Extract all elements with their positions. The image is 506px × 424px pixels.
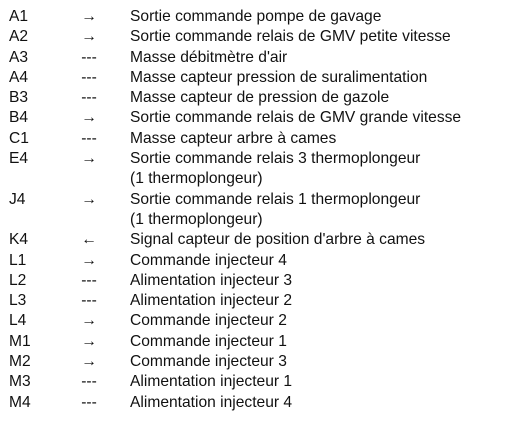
pin-row <box>0 68 506 88</box>
pin-description: Sortie commande relais de GMV petite vitesse <box>130 28 451 46</box>
pin-description: Masse capteur pression de suralimentation <box>130 68 428 86</box>
pin-description: Commande injecteur 3 <box>130 353 287 371</box>
direction-indicator: → <box>81 190 97 208</box>
direction-indicator: --- <box>81 271 97 289</box>
pin-row <box>0 393 506 413</box>
pin-row <box>0 332 506 352</box>
pin-row <box>0 7 506 27</box>
direction-indicator: --- <box>81 373 97 391</box>
pin-code: L3 <box>9 292 27 310</box>
pin-code: M2 <box>9 353 31 371</box>
pin-description: Masse capteur de pression de gazole <box>130 89 390 107</box>
direction-indicator: → <box>81 332 97 350</box>
pin-description: Sortie commande relais de GMV grande vitesse <box>130 109 462 127</box>
direction-indicator: ← <box>81 231 97 249</box>
direction-indicator: → <box>81 150 97 168</box>
direction-indicator: → <box>81 353 97 371</box>
pin-row <box>0 27 506 47</box>
pin-description: Alimentation injecteur 2 <box>130 292 293 310</box>
pin-description: Masse débitmètre d'air <box>130 48 288 66</box>
pin-row <box>0 291 506 311</box>
direction-indicator: --- <box>81 68 97 86</box>
pin-code: C1 <box>9 129 29 147</box>
pin-code: L1 <box>9 251 27 269</box>
pin-description: Signal capteur de position d'arbre à cames <box>130 231 426 249</box>
pin-description: Sortie commande relais 3 thermoplongeur (1 thermoplongeur) <box>130 150 421 188</box>
pin-description: Sortie commande relais 1 thermoplongeur (1 thermoplongeur) <box>130 190 421 228</box>
pin-code: K4 <box>9 231 29 249</box>
pin-row <box>0 88 506 108</box>
direction-indicator: --- <box>81 89 97 107</box>
pin-code: A2 <box>9 28 29 46</box>
pin-description: Commande injecteur 1 <box>130 332 287 350</box>
pin-row <box>0 372 506 392</box>
pin-code: L4 <box>9 312 27 330</box>
pin-description: Alimentation injecteur 1 <box>130 373 293 391</box>
pin-row <box>0 108 506 128</box>
pin-description: Commande injecteur 2 <box>130 312 287 330</box>
pin-code: A1 <box>9 8 29 25</box>
pin-description: Alimentation injecteur 4 <box>130 393 293 411</box>
pin-code: M1 <box>9 332 31 350</box>
pin-description: Commande injecteur 4 <box>130 251 287 269</box>
direction-indicator: → <box>81 109 97 127</box>
pin-row <box>0 251 506 271</box>
direction-indicator: → <box>81 312 97 330</box>
pin-assignment-list <box>0 7 506 413</box>
pin-row <box>0 190 506 231</box>
pin-description: Masse capteur arbre à cames <box>130 129 337 147</box>
pin-row <box>0 230 506 250</box>
pin-description: Alimentation injecteur 3 <box>130 271 293 289</box>
direction-indicator: --- <box>81 292 97 310</box>
pin-row <box>0 311 506 331</box>
pin-code: M4 <box>9 393 31 411</box>
pin-row <box>0 48 506 68</box>
pin-code: A4 <box>9 68 29 86</box>
pin-row <box>0 352 506 372</box>
direction-indicator: --- <box>81 129 97 147</box>
pin-row <box>0 271 506 291</box>
pin-code: J4 <box>9 190 26 208</box>
pin-row <box>0 129 506 149</box>
pin-code: B4 <box>9 109 29 127</box>
direction-indicator: --- <box>81 393 97 411</box>
pin-code: A3 <box>9 48 29 66</box>
direction-indicator: → <box>81 251 97 269</box>
direction-indicator: → <box>81 28 97 46</box>
pin-code: M3 <box>9 373 31 391</box>
pin-code: B3 <box>9 89 29 107</box>
pin-code: L2 <box>9 271 27 289</box>
pin-description: Sortie commande pompe de gavage <box>130 8 382 25</box>
direction-indicator: → <box>81 8 97 25</box>
direction-indicator: --- <box>81 48 97 66</box>
pin-row <box>0 149 506 190</box>
pin-code: E4 <box>9 150 29 168</box>
